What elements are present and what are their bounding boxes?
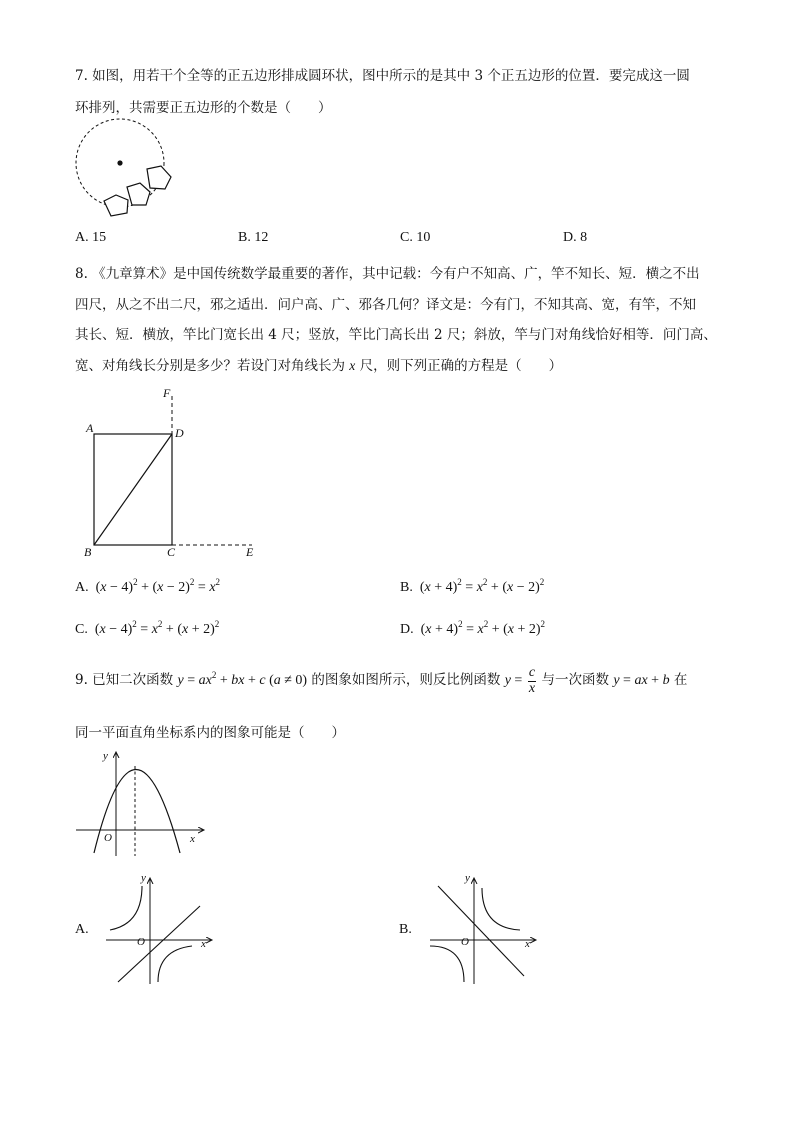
q9-option-b[interactable]: B. xyxy=(399,922,412,937)
label-d: D xyxy=(175,426,184,440)
q9-middle-2: 与一次函数 xyxy=(541,672,610,688)
q9-parabola-graph xyxy=(72,748,212,863)
q8-option-a[interactable]: A. $(x - 4)^2 + (x - 2)^2 = x^2$ xyxy=(75,577,221,595)
q9-option-b-origin-label: O xyxy=(461,936,469,948)
fraction-c-over-x: $\frac{c}{x}$ xyxy=(528,664,536,696)
label-a: A xyxy=(86,421,94,435)
q8-line-4-start: 宽、对角线长分别是多少？若设门对角线长为 xyxy=(75,358,345,374)
q8-variable-x: x xyxy=(349,358,356,373)
pentagon-1 xyxy=(104,195,128,216)
q7-line-1: 7. 如图，用若干个全等的正五边形排成圆环状，图中所示的是其中 3 个正五边形的位置．要完成这一圆 xyxy=(75,68,690,84)
q7-option-d[interactable]: D. 8 xyxy=(563,230,588,245)
q8-line-4 xyxy=(75,354,562,374)
q9-option-a-x-label: x xyxy=(201,938,206,950)
q9-inverse-function: y = $\frac{c}{x}$ xyxy=(504,664,536,696)
ring-center-dot xyxy=(117,160,122,165)
q9-graph-origin-label: O xyxy=(104,832,112,844)
label-c: C xyxy=(167,545,176,559)
q9-option-a-origin-label: O xyxy=(137,936,145,948)
diagonal-bd xyxy=(94,434,172,545)
q8-option-b[interactable]: B. $(x + 4)^2 = x^2 + (x - 2)^2$ xyxy=(400,577,545,595)
q9-prefix: 9. 已知二次函数 xyxy=(75,672,174,688)
q7-option-c[interactable]: C. 10 xyxy=(400,230,431,245)
q9-quadratic-function: $y = ax^2$ + bx + c (a ≠ 0) xyxy=(177,670,308,688)
linear-function-line xyxy=(438,886,524,976)
q8-option-b-equation: $(x + 4)^2 = x^2 + (x - 2)^2$ xyxy=(419,577,545,595)
q9-line-2: 同一平面直角坐标系内的图象可能是（ ） xyxy=(75,725,345,741)
pentagon-2 xyxy=(127,183,150,205)
hyperbola-branch-lower-right xyxy=(158,946,192,982)
q8-line-2: 四尺，从之不出二尺，邪之适出．问户高、广、邪各几何？译文是：今有门，不知其高、宽，有竿，不知 xyxy=(75,297,696,313)
q8-option-a-equation: $(x - 4)^2 + (x - 2)^2 = x^2$ xyxy=(95,577,221,595)
q9-linear-function: y = ax + b xyxy=(613,673,670,688)
label-b: B xyxy=(84,545,92,559)
q9-option-b-graph xyxy=(416,872,546,987)
q8-line-3: 其长、短．横放，竿比门宽长出 4 尺；竖放，竿比门高长出 2 尺；斜放，竿与门对角线恰好相等．问门高、 xyxy=(75,327,717,343)
q7-line-2: 环排列，共需要正五边形的个数是（ ） xyxy=(75,100,332,116)
label-f: F xyxy=(163,386,171,400)
pentagon-3 xyxy=(147,166,171,189)
q9-option-a[interactable]: A. xyxy=(75,922,89,937)
q8-line-1: 8. 《九章算术》是中国传统数学最重要的著作，其中记载：今有户不知高、广，竿不知长、短．横之不出 xyxy=(75,266,700,282)
q9-line-1 xyxy=(75,664,687,697)
q7-pentagon-ring-figure xyxy=(70,118,190,222)
q9-middle: 的图象如图所示，则反比例函数 xyxy=(311,672,501,688)
q7-option-a[interactable]: A. 15 xyxy=(75,230,107,245)
q8-option-d[interactable]: D. $(x + 4)^2 = x^2 + (x + 2)^2$ xyxy=(400,619,546,637)
q9-option-a-y-label: y xyxy=(141,872,146,884)
hyperbola-branch-lower-left xyxy=(430,946,464,982)
hyperbola-branch-upper-left xyxy=(110,886,142,930)
q9-option-b-y-label: y xyxy=(465,872,470,884)
hyperbola-branch-upper-right xyxy=(482,888,520,930)
q8-door-figure xyxy=(80,388,270,558)
q9-graph-x-label: x xyxy=(190,833,195,845)
q8-option-c-equation: $(x - 4)^2 = x^2 + (x + 2)^2$ xyxy=(94,619,220,637)
q9-graph-y-label: y xyxy=(103,750,108,762)
q9-option-b-x-label: x xyxy=(525,938,530,950)
q8-option-c[interactable]: C. $(x - 4)^2 = x^2 + (x + 2)^2$ xyxy=(75,619,220,637)
q9-option-a-graph xyxy=(92,872,222,987)
q7-option-b[interactable]: B. 12 xyxy=(238,230,269,245)
q9-suffix: 在 xyxy=(673,672,688,688)
label-e: E xyxy=(246,545,254,559)
q8-line-4-end: 尺，则下列正确的方程是（ ） xyxy=(359,358,563,374)
q8-option-d-equation: $(x + 4)^2 = x^2 + (x + 2)^2$ xyxy=(420,619,546,637)
